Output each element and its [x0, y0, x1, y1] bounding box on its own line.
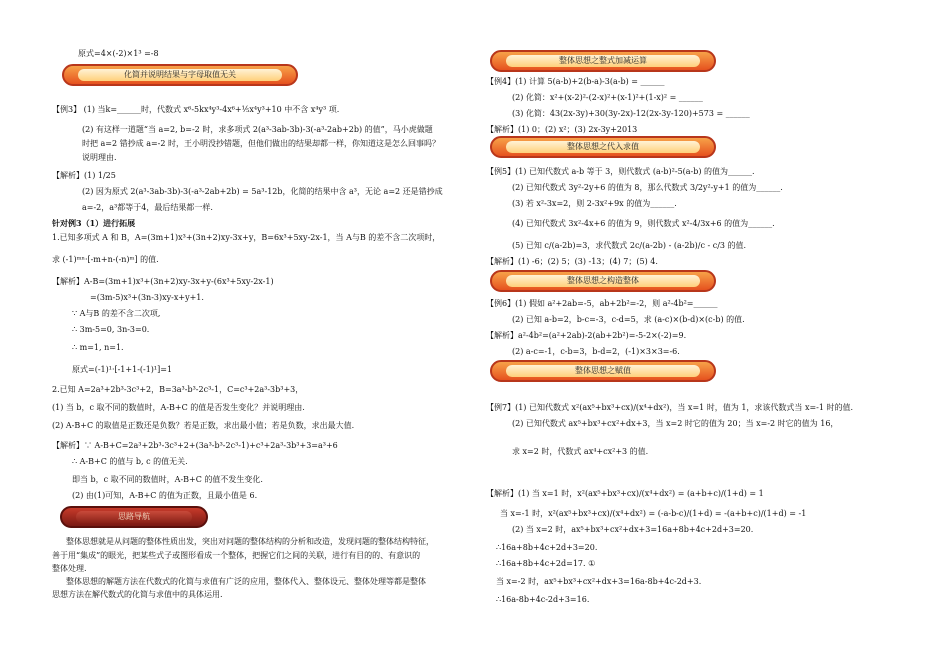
- navigation-text-line1: 整体思想就是从问题的整体性质出发，突出对问题的整体结构的分析和改造，发现问题的整体结构特征，: [66, 537, 434, 546]
- solution3-line2: (2) 因为原式 2(a³-3ab-3b)-3(-a³-2ab+2b) = 5a³-12b，化简的结果中含 a³，无论 a=2 还是错抄成: [82, 187, 443, 196]
- solution7-line5: ∴16a+8b+4c+2d=17. ①: [496, 559, 596, 568]
- solution7-line6: 当 x=-2 时，ax⁵+bx³+cx²+dx+3=16a-8b+4c-2d+3.: [496, 577, 702, 586]
- solution7-line4: ∴16a+8b+4c+2d+3=20.: [496, 543, 598, 552]
- section-banner-label: 化简并说明结果与字母取值无关: [78, 69, 282, 81]
- drill-title: 针对例3（1）进行拓展: [52, 218, 136, 228]
- solution4: 【解析】(1) 0；(2) x²；(3) 2x-3y+2013: [486, 125, 638, 134]
- example5-line3: (3) 若 x²-3x=2，则 2-3x²+9x 的值为______.: [512, 199, 677, 208]
- question2-line2: (1) 当 b，c 取不同的数值时，A-B+C 的值是否发生变化？并说明理由.: [52, 403, 305, 412]
- example7-line3: 求 x=2 时，代数式 ax⁴+cx²+3 的值.: [512, 447, 649, 456]
- example5-line1: 【例5】(1) 已知代数式 a-b 等于 3，则代数式 (a-b)²-5(a-b) 的值为______.: [486, 167, 755, 176]
- section-banner-simplify: [62, 64, 298, 86]
- example3-line2: (2) 有这样一道题“当 a=2, b=-2 时，求多项式 2(a³-3ab-3b)-3(-a³-2ab+2b) 的值”，马小虎做题: [82, 125, 433, 134]
- section-banner-substitution: [490, 136, 716, 158]
- solution7-line2: 当 x=-1 时，x²(ax⁵+bx³+cx)/(x⁴+dx²) = (-a-b-c)/(1+d) = -(a+b+c)/(1+d) = -1: [500, 509, 807, 518]
- solution5: 【解析】(1) -6；(2) 5；(3) -13；(4) 7；(5) 4.: [486, 257, 658, 266]
- solution1-line3: ∵ A与B 的差不含二次项,: [72, 309, 161, 318]
- result-line: 原式=4×(-2)×1³ =-8: [78, 49, 159, 58]
- question2-line1: 2.已知 A=2a³+2b³-3c³+2，B=3a³-b³-2c³-1，C=c³+2a³-3b³+3，: [52, 385, 304, 394]
- example6-line1: 【例6】(1) 假如 a²+2ab=-5，ab+2b²=-2，则 a²-4b²=______: [486, 299, 718, 308]
- solution3-line3: a=-2，a³都等于4，最后结果都一样.: [82, 203, 213, 212]
- solution2-line1: 【解析】∵ A-B+C=2a³+2b³-3c³+2+(3a³-b³-2c³-1)+c³+2a³-3b³+3=a³+6: [52, 441, 338, 450]
- section-banner-label: 整体思想之代入求值: [506, 141, 700, 153]
- example6-line2: (2) 已知 a-b=2，b-c=-3，c-d=5，求 (a-c)×(b-d)×(c-b) 的值.: [512, 315, 745, 324]
- example3-line1: 【例3】 (1) 当k=______时，代数式 x⁶-5kx⁴y³-4x⁶+⅕x⁴y³+10 中不含 x⁴y³ 项.: [52, 105, 340, 114]
- right-column: [480, 0, 950, 672]
- solution1-line6: 原式=(-1)¹·[-1+1-(-1)¹]=1: [72, 365, 173, 374]
- navigation-text-line2: 善于用“集成”的眼光，把某些式子或图形看成一个整体，把握它们之间的关联，进行有目的的、有意识的: [52, 551, 421, 560]
- section-banner-assign: [490, 360, 716, 382]
- navigation-text-line5: 思想方法在解代数式的化简与求值中的具体运用.: [52, 590, 223, 599]
- navigation-text-line3: 整体处理.: [52, 564, 87, 573]
- example5-line2: (2) 已知代数式 3y²-2y+6 的值为 8，那么代数式 3/2y²-y+1 的值为______.: [512, 183, 783, 192]
- solution3-line1: 【解析】(1) 1/25: [52, 171, 116, 180]
- question1-line1: 1.已知多项式 A 和 B，A=(3m+1)x³+(3n+2)xy-3x+y，B=6x³+5xy-2x-1，当 A与B 的差不含二次项时，: [52, 233, 441, 242]
- solution1-line2: =(3m-5)x³+(3n-3)xy-x+y+1.: [90, 293, 204, 302]
- solution7-line7: ∴16a-8b+4c-2d+3=16.: [496, 595, 590, 604]
- example5-line5: (5) 已知 c/(a-2b)=3，求代数式 2c/(a-2b) - (a-2b)/c - c/3 的值.: [512, 241, 747, 250]
- section-banner-label: 思路导航: [76, 511, 192, 523]
- solution1-line4: ∴ 3m-5=0, 3n-3=0.: [72, 325, 150, 334]
- example5-line4: (4) 已知代数式 3x²-4x+6 的值为 9，则代数式 x²-4/3x+6 的值为______.: [512, 219, 775, 228]
- question1-line2: 求 (-1)ᵐⁿ·[-m+n-(-n)ᵐ] 的值.: [52, 255, 159, 264]
- solution6-line1: 【解析】a²-4b²=(a²+2ab)-2(ab+2b²)=-5-2×(-2)=9.: [486, 331, 687, 340]
- section-banner-addsub: [490, 50, 716, 72]
- section-banner-navigation: [60, 506, 208, 528]
- solution2-line4: (2) 由(1)可知，A-B+C 的值为正数，且最小值是 6.: [72, 491, 258, 500]
- section-banner-label: 整体思想之构造整体: [506, 275, 700, 287]
- solution2-line2: ∴ A-B+C 的值与 b, c 的值无关.: [72, 457, 188, 466]
- example4-line1: 【例4】(1) 计算 5(a-b)+2(b-a)-3(a-b) = ______: [486, 77, 665, 86]
- example3-line4: 说明理由.: [82, 153, 117, 162]
- section-banner-construct: [490, 270, 716, 292]
- solution7-line1: 【解析】(1) 当 x=1 时，x²(ax⁵+bx³+cx)/(x⁴+dx²) = (a+b+c)/(1+d) = 1: [486, 489, 764, 498]
- example4-line3: (3) 化简：43(2x-3y)+30(3y-2x)-12(2x-3y-120)+573 = ______: [512, 109, 750, 118]
- solution7-line3: (2) 当 x=2 时，ax⁵+bx³+cx²+dx+3=16a+8b+4c+2d+3=20.: [512, 525, 754, 534]
- section-banner-label: 整体思想之整式加减运算: [506, 55, 700, 67]
- example3-line3: 时把 a=2 错抄成 a=-2 时，王小明没抄错题，但他们做出的结果却都一样，你知道这是怎么回事吗？: [82, 139, 440, 148]
- solution2-line3: 即当 b，c 取不同的数值时，A-B+C 的值不发生变化.: [72, 475, 263, 484]
- navigation-text-line4: 整体思想的解题方法在代数式的化简与求值有广泛的应用，整体代入、整体设元、整体处理等都是整体: [66, 577, 426, 586]
- example7-line1: 【例7】(1) 已知代数式 x²(ax⁵+bx³+cx)/(x⁴+dx²)，当 x=1 时，值为 1，求该代数式当 x=-1 时的值.: [486, 403, 854, 412]
- question2-line3: (2) A-B+C 的取值是正数还是负数？若是正数，求出最小值；若是负数，求出最大值.: [52, 421, 355, 430]
- example4-line2: (2) 化简：x²+(x-2)²-(2-x)²+(x-1)²+(1-x)² = ______: [512, 93, 703, 102]
- solution1-line1: 【解析】A-B=(3m+1)x³+(3n+2)xy-3x+y-(6x³+5xy-2x-1): [52, 277, 274, 286]
- solution6-line2: (2) a-c=-1，c-b=3，b-d=2，(-1)×3×3=-6.: [512, 347, 680, 356]
- solution1-line5: ∴ m=1, n=1.: [72, 343, 124, 352]
- section-banner-label: 整体思想之赋值: [506, 365, 700, 377]
- example7-line2: (2) 已知代数式 ax⁵+bx³+cx²+dx+3，当 x=2 时它的值为 20；当 x=-2 时它的值为 16，: [512, 419, 839, 428]
